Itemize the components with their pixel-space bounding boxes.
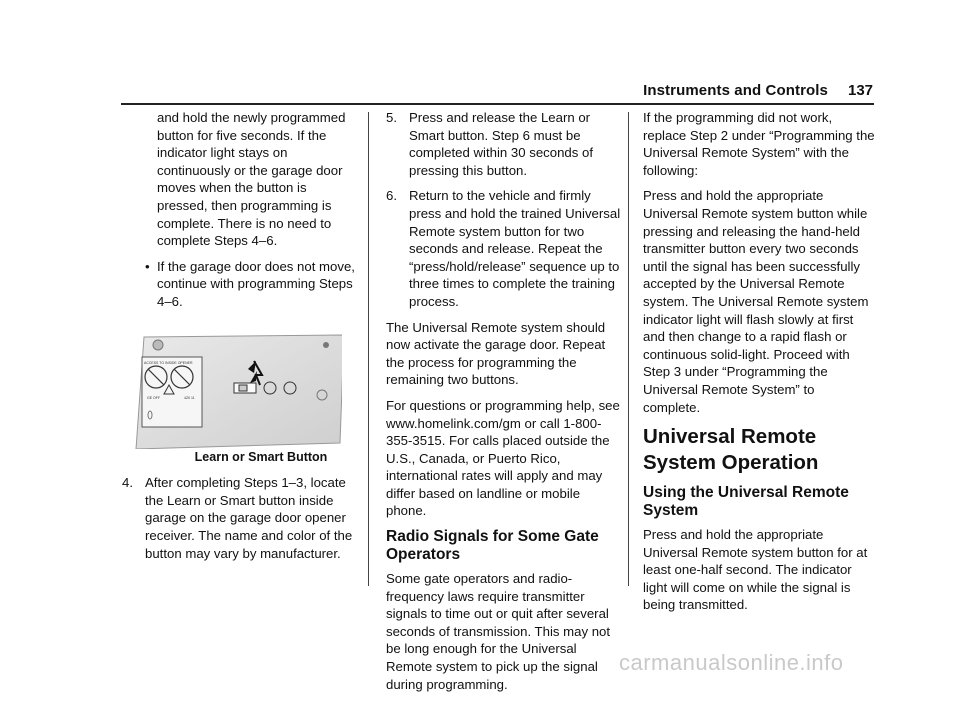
paragraph: For questions or programming help, see www.homelink.com/gm or call 1-800-355-3515. For calls placed outside the U.S., Canada, or Puerto Rico, international rates will apply and may differ based on landline or mobile phone. [386,397,620,519]
watermark: carmanualsonline.info [619,650,844,675]
label-small-text: GE OFF [147,395,161,400]
column-2 [386,109,622,701]
label-code-text: 4Z0 11 [184,395,195,400]
section-title: Universal Remote System Operation [643,425,819,475]
column-1 [122,109,360,570]
paragraph: The Universal Remote system should now activate the garage door. Repeat the process for programming the remaining two buttons. [386,319,606,388]
step-6-number: 6. [386,188,397,204]
running-header-title: Instruments and Controls [643,82,828,99]
step-5-text: Press and release the Learn or Smart button. Step 6 must be completed within 30 seconds of pressing this button. [409,110,594,178]
column-divider-1 [368,112,369,586]
bullet-text: If the garage door does not move, continue with programming Steps 4–6. [157,258,355,309]
step-5 [386,109,622,179]
step-4-text: After completing Steps 1–3, locate the Learn or Smart button inside garage on the garage door opener receiver. The name and color of the button may vary by manufacturer. [145,475,353,561]
page-number: 137 [848,82,874,99]
learn-button-illustration [130,331,342,449]
section-heading: Radio Signals for Some Gate Operators [386,528,599,564]
step-4 [122,474,360,562]
column-divider-2 [628,112,629,586]
step-6 [386,187,622,310]
step-6-text: Return to the vehicle and firmly press and hold the trained Universal Remote system button for two seconds and release. Repeat the “press/hold/release” sequence up to three times to complete the training process. [409,188,621,309]
subsection-heading: Using the Universal Remote System [643,484,849,520]
garage-opener-panel-image [130,331,342,449]
figure-caption: Learn or Smart Button [194,449,328,464]
header-rule [121,103,874,105]
step-4-number: 4. [122,475,133,491]
column-3 [643,109,875,622]
label-sticker-text: ACCESS TO INSIDE OPENER [144,360,193,365]
paragraph: Press and hold the appropriate Universal Remote system button for at least one-half second. The indicator light will come on while the signal is being transmitted. [643,527,868,613]
paragraph: Press and hold the appropriate Universal Remote system button while pressing and releasing the hand-held transmitter button every two seconds until the signal has been successfully accepted by the Universal Remote system. The Universal Remote system indicator light will flash slowly at first and then change to a rapid flash or continuous solid-light. Proceed with Step 3 under “Programming the Universal Remote System” to complete. [643,188,869,415]
paragraph: Some gate operators and radio-frequency laws require transmitter signals to time out or quit after several seconds of transmission. This may not be long enough for the Universal Remote system to pick up the signal during programming. [386,571,611,692]
bullet-dot-icon: • [145,258,150,274]
bullet-item [122,258,360,311]
paragraph: If the programming did not work, replace Step 2 under “Programming the Universal Remote System” with the following: [643,110,875,178]
step-continuation: and hold the newly programmed button for five seconds. If the indicator light stays on continuously or the garage door moves when the button is pressed, then programming is complete. There is no need to complete Steps 4–6. [157,110,346,249]
step-5-number: 5. [386,110,397,125]
